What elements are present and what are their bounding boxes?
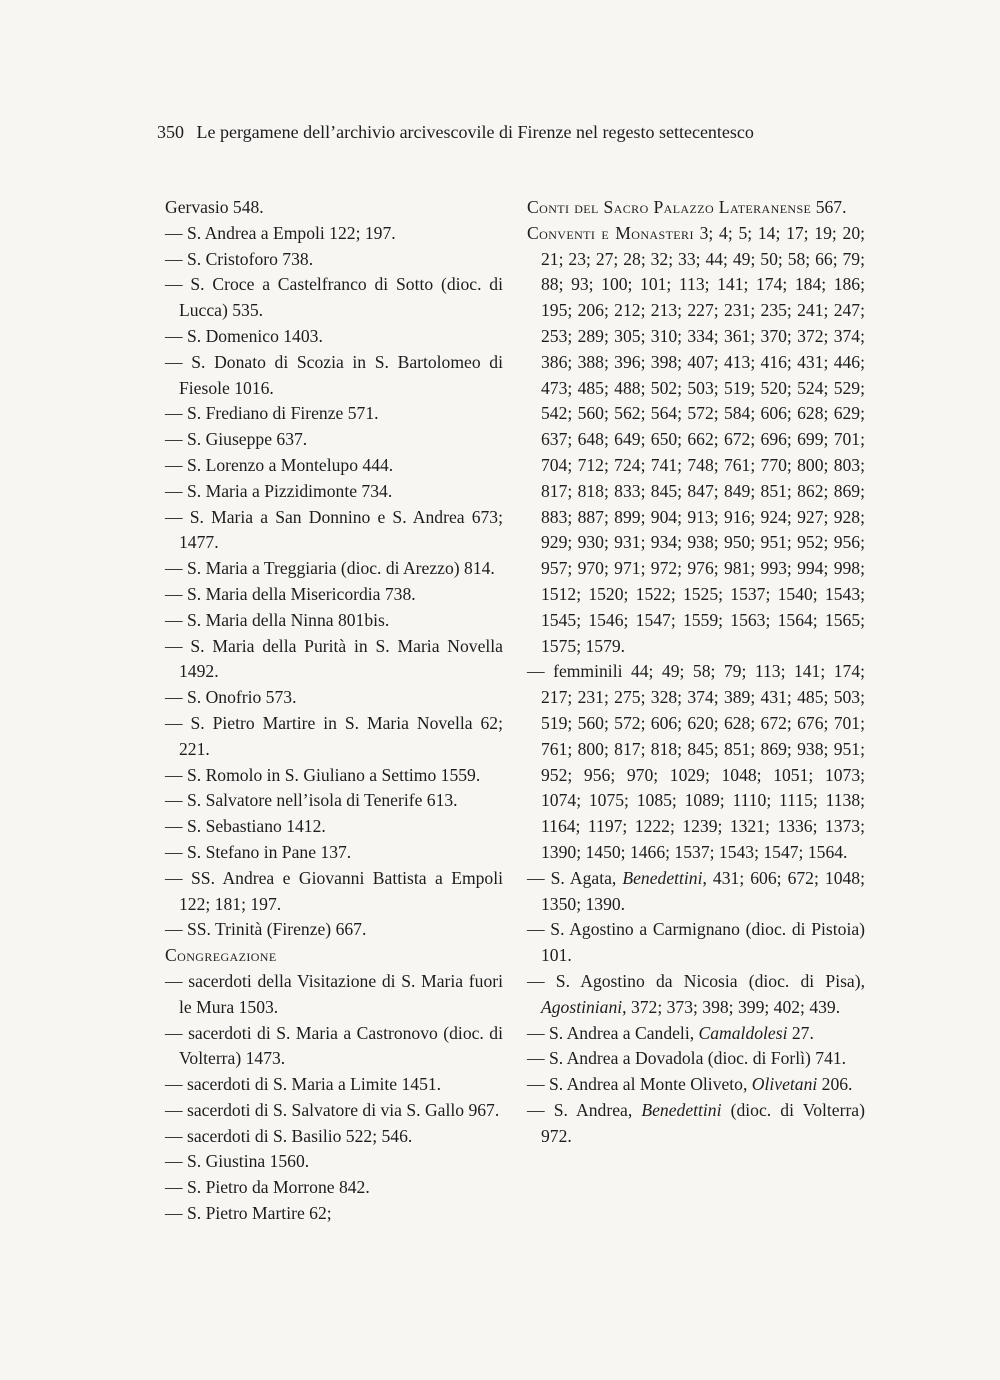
index-entry: — S. Sebastiano 1412. xyxy=(165,816,326,837)
index-entry: — S. Maria a San Donnino e S. Andrea 673; 1477. xyxy=(165,506,503,553)
index-entry: — S. Maria a Treggiaria (dioc. di Arezzo) 814. xyxy=(165,558,495,579)
index-entry: — S. Pietro Martire in S. Maria Novella 62; 221. xyxy=(165,712,503,759)
index-entry: — sacerdoti di S. Salvatore di via S. Gallo 967. xyxy=(165,1099,500,1120)
index-entry xyxy=(527,969,865,1021)
entry-text: — S. Andrea a Dovadola (dioc. di Forlì) 741. xyxy=(527,1048,847,1069)
index-column-left xyxy=(165,195,503,1227)
index-heading-conti: Conti del Sacro Palazzo Lateranense xyxy=(527,197,812,217)
religious-order: Benedettini xyxy=(622,867,703,888)
index-entry: — S. Lorenzo a Montelupo 444. xyxy=(165,454,394,475)
page-refs: , 431; 606; 672; 1048; 1350; 1390. xyxy=(541,867,865,914)
index-entry: — sacerdoti di S. Basilio 522; 546. xyxy=(165,1125,413,1146)
index-entry xyxy=(527,1098,865,1150)
page-refs: 206. xyxy=(817,1074,853,1095)
page-refs: 567. xyxy=(815,197,847,217)
index-entry: — SS. Andrea e Giovanni Battista a Empoli 122; 181; 197. xyxy=(165,867,503,914)
index-heading-conventi: Conventi e Monasteri xyxy=(527,222,694,243)
index-entry xyxy=(527,1021,865,1047)
index-entry: — S. Domenico 1403. xyxy=(165,325,323,346)
index-entry: — S. Croce a Castelfranco di Sotto (dioc. di Lucca) 535. xyxy=(165,274,503,321)
page-refs: (dioc. di Volterra) 972. xyxy=(541,1099,865,1146)
index-entry: — S. Maria della Ninna 801bis. xyxy=(165,609,390,630)
index-entry xyxy=(527,917,865,969)
index-entry: — S. Cristoforo 738. xyxy=(165,248,314,269)
index-entry: — sacerdoti di S. Maria a Castronovo (dioc. di Volterra) 1473. xyxy=(165,1022,503,1069)
index-entry: — S. Onofrio 573. xyxy=(165,687,297,708)
index-entry: — S. Pietro Martire 62; xyxy=(165,1203,332,1224)
index-entry: — SS. Trinità (Firenze) 667. xyxy=(165,919,367,940)
index-entry: — S. Maria a Pizzidimonte 734. xyxy=(165,480,393,501)
index-entry: Gervasio 548. xyxy=(165,197,264,217)
index-entry-conti xyxy=(527,195,865,221)
index-entry: — S. Salvatore nell’isola di Tenerife 613. xyxy=(165,790,458,811)
index-entry: — S. Giuseppe 637. xyxy=(165,429,308,450)
running-head xyxy=(157,122,754,143)
index-entry: — S. Romolo in S. Giuliano a Settimo 1559. xyxy=(165,764,481,785)
index-entry xyxy=(527,1072,865,1098)
index-entry: — S. Giustina 1560. xyxy=(165,1151,310,1172)
entry-text: — S. Andrea a Candeli, xyxy=(527,1022,699,1043)
index-entry: — S. Maria della Purità in S. Maria Novella 1492. xyxy=(165,635,503,682)
index-heading-congregazione: Congregazione xyxy=(165,945,277,966)
index-entry-femminili: — femminili 44; 49; 58; 79; 113; 141; 174; 217; 231; 275; 328; 374; 389; 431; 485; 503; 519; 560; 572; 606; 620; 628; 672; 676; 701; 761; 800; 817; 818; 845; 851; 869; 938; 951; 952; 956; 970; 1029; 1048; 1051; 1073; 1074; 1075; 1085; 1089; 1110; 1115; 1138; 1164; 1197; 1222; 1239; 1321; 1336; 1373; 1390; 1450; 1466; 1537; 1543; 1547; 1564. xyxy=(527,661,865,862)
entry-text: — S. Agostino a Carmignano (dioc. di Pistoia) 101. xyxy=(527,919,865,966)
page-refs: , 372; 373; 398; 399; 402; 439. xyxy=(622,996,841,1017)
entry-text: — S. Andrea, xyxy=(527,1099,642,1120)
index-column-right xyxy=(527,195,865,1149)
page-refs: 27. xyxy=(787,1022,814,1043)
index-entry: — S. Stefano in Pane 137. xyxy=(165,841,352,862)
page-number: 350 xyxy=(157,122,184,142)
index-entry xyxy=(527,866,865,918)
page-refs: 3; 4; 5; 14; 17; 19; 20; 21; 23; 27; 28; 32; 33; 44; 49; 50; 58; 66; 79; 88; 93; 100; 101; 113; 141; 174; 184; 186; 195; 206; 212; 213; 227; 231; 235; 241; 247; 253; 289; 305; 310; 334; 361; 370; 372; 374; 386; 388; 396; 398; 407; 413; 416; 431; 446; 473; 485; 488; 502; 503; 519; 520; 524; 529; 542; 560; 562; 564; 572; 584; 606; 628; 629; 637; 648; 649; 650; 662; 672; 696; 699; 701; 704; 712; 724; 741; 748; 761; 770; 800; 803; 817; 818; 833; 845; 847; 849; 851; 862; 869; 883; 887; 899; 904; 913; 916; 924; 927; 928; 929; 930; 931; 934; 938; 950; 951; 952; 956; 957; 970; 971; 972; 976; 981; 993; 994; 998; 1512; 1520; 1522; 1525; 1537; 1540; 1543; 1545; 1546; 1547; 1559; 1563; 1564; 1565; 1575; 1579. xyxy=(541,222,865,656)
index-entry: — sacerdoti della Visitazione di S. Maria fuori le Mura 1503. xyxy=(165,970,503,1017)
index-entry: — S. Maria della Misericordia 738. xyxy=(165,583,416,604)
book-title: Le pergamene dell’archivio arcivescovile di Firenze nel regesto settecentesco xyxy=(196,122,754,142)
religious-order: Agostiniani xyxy=(541,996,623,1017)
entry-text: — S. Andrea al Monte Oliveto, xyxy=(527,1074,752,1095)
entry-text: — S. Agostino da Nicosia (dioc. di Pisa), xyxy=(527,970,865,991)
index-entry: — S. Donato di Scozia in S. Bartolomeo di Fiesole 1016. xyxy=(165,351,503,398)
index-entry xyxy=(527,1046,865,1072)
index-entry: — sacerdoti di S. Maria a Limite 1451. xyxy=(165,1074,442,1095)
religious-order: Benedettini xyxy=(641,1099,722,1120)
religious-order: Camaldolesi xyxy=(698,1022,788,1043)
index-entry: — S. Andrea a Empoli 122; 197. xyxy=(165,222,396,243)
religious-order: Olivetani xyxy=(751,1074,818,1095)
index-entry: — S. Pietro da Morrone 842. xyxy=(165,1177,370,1198)
index-entry: — S. Frediano di Firenze 571. xyxy=(165,403,379,424)
entry-text: — S. Agata, xyxy=(527,867,623,888)
index-entry-conventi xyxy=(527,221,865,660)
